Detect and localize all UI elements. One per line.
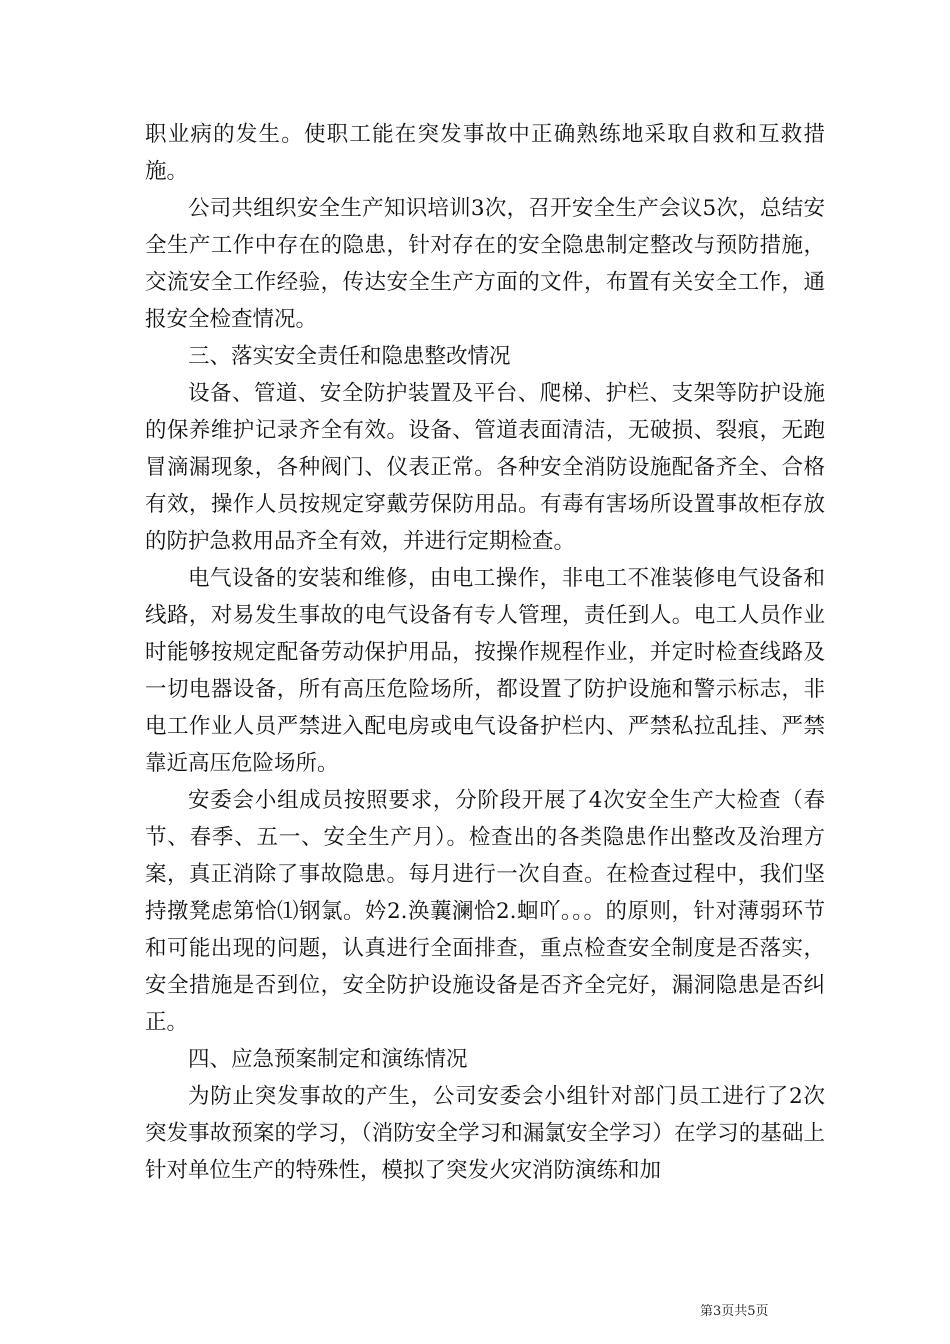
section-heading: 三、落实安全责任和隐患整改情况: [188, 344, 511, 369]
body-paragraph: 职业病的发生。使职工能在突发事故中正确熟练地采取自救和互救措施。: [145, 122, 825, 184]
body-paragraph: 设备、管道、安全防护装置及平台、爬梯、护栏、支架等防护设施的保养维护记录齐全有效。设备、管道表面清洁，无破损、裂痕，无跑冒滴漏现象，各种阀门、仪表正常。各种安全消防设施配备齐全、合格有效，操作人员按规定穿戴劳保防用品。有毒有害场所设置事故柜存放的防护急救用品齐全有效，并进行定期检查。: [145, 381, 825, 554]
body-paragraph: 电气设备的安装和维修，由电工操作，非电工不准装修电气设备和线路，对易发生事故的电气设备有专人管理，责任到人。电工人员作业时能够按规定配备劳动保护用品，按操作规程作业，并定时检查线路及一切电器设备，所有高压危险场所，都设置了防护设施和警示标志，非电工作业人员严禁进入配电房或电气设备护栏内、严禁私拉乱挂、严禁靠近高压危险场所。: [145, 566, 825, 776]
body-paragraph: 安委会小组成员按照要求，分阶段开展了4次安全生产大检查（春节、春季、五一、安全生产月）。检查出的各类隐患作出整改及治理方案，真正消除了事故隐患。每月进行一次自查。在检查过程中，我们坚持撴凳虑第恰⑴钢氯。妗2.涣蘘澜恰2.蛔吖。。。的原则，针对薄弱环节和可能出现的问题，认真进行全面排查，重点检查安全制度是否落实，安全措施是否到位，安全防护设施设备是否齐全完好，漏洞隐患是否纠正。: [145, 788, 825, 1035]
body-paragraph: 为防止突发事故的产生，公司安委会小组针对部门员工进行了2次突发事故预案的学习，（消防安全学习和漏氯安全学习）在学习的基础上针对单位生产的特殊性，模拟了突发火灾消防演练和加: [145, 1084, 825, 1183]
document-body: [145, 116, 825, 1189]
page-number-footer: 第3页共5页: [700, 1304, 769, 1319]
body-paragraph: 公司共组织安全生产知识培训3次，召开安全生产会议5次，总结安全生产工作中存在的隐患，针对存在的安全隐患制定整改与预防措施，交流安全工作经验，传达安全生产方面的文件，布置有关安全工作，通报安全检查情况。: [145, 196, 825, 332]
section-heading: 四、应急预案制定和演练情况: [188, 1047, 468, 1072]
